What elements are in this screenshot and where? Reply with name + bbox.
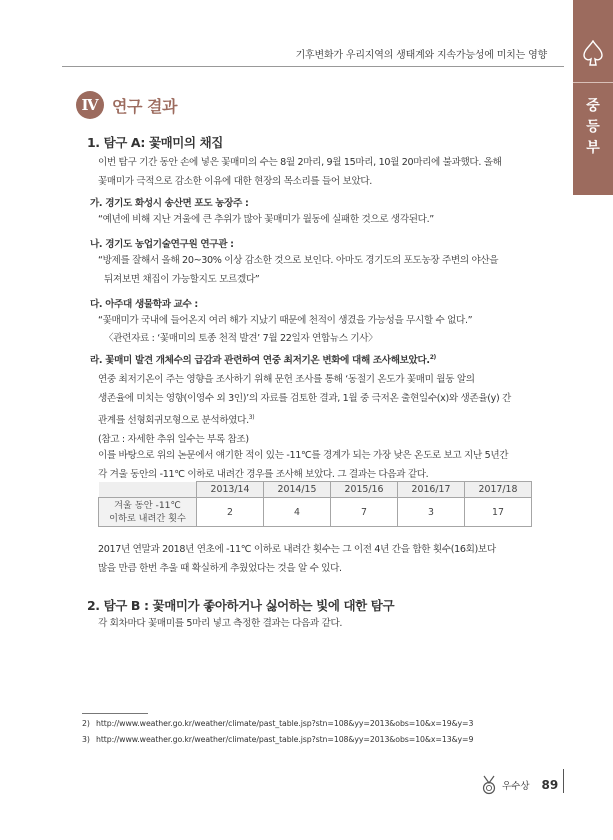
side-tab-char: 중 xyxy=(586,98,600,114)
section-heading xyxy=(76,91,177,119)
row-header-line: 이하로 내려간 횟수 xyxy=(109,513,186,524)
subheading-a: 가. 경기도 화성시 송산면 포도 농장주 : xyxy=(90,198,249,209)
side-tab-divider xyxy=(573,82,613,83)
table-cell: 7 xyxy=(331,498,398,527)
header-rule xyxy=(62,66,564,67)
side-tab-label xyxy=(573,96,613,159)
quote-c: “꽃매미가 국내에 들어온지 여러 해가 지났기 때문에 천적이 생겼을 가능성을 무시할 수 없다.” xyxy=(98,315,473,326)
table-column-header: 2015/16 xyxy=(331,482,398,498)
footnote-number: 3) xyxy=(82,735,90,744)
table-column-header: 2014/15 xyxy=(264,482,331,498)
side-section-tab xyxy=(573,0,613,195)
part1-heading: 1. 탐구 A: 꽃매미의 채집 xyxy=(87,135,223,150)
table-column-header: 2013/14 xyxy=(197,482,264,498)
subheading-b: 나. 경기도 농업기술연구원 연구관 : xyxy=(90,239,234,250)
side-tab-char: 등 xyxy=(586,119,600,135)
related-reference: 〈관련자료 : ‘꽃매미의 토종 천적 발견’ 7월 22일자 연합뉴스 기사〉 xyxy=(104,333,378,344)
table-header-row xyxy=(99,482,532,498)
spade-leaf-icon xyxy=(583,40,603,66)
footer-divider xyxy=(563,769,564,793)
text-line: 이번 탐구 기간 동안 손에 넣은 꽃매미의 수는 8월 2마리, 9월 15마리, 10월 20마리에 불과했다. 올해 xyxy=(98,157,502,168)
table-cell: 17 xyxy=(465,498,532,527)
reference-note: (참고 : 자세한 추위 일수는 부록 참조) xyxy=(98,434,249,446)
footnote xyxy=(82,735,473,744)
table-row xyxy=(99,498,532,527)
table-cell: 4 xyxy=(264,498,331,527)
page-footer xyxy=(480,775,558,795)
part2-intro: 각 회차마다 꽃매미를 5마리 넣고 측정한 결과는 다음과 같다. xyxy=(98,618,343,629)
cold-days-table xyxy=(98,481,532,527)
subheading-c: 다. 아주대 생물학과 교수 : xyxy=(90,299,198,310)
text-line: 연중 최저기온이 주는 영향을 조사하기 위해 문헌 조사를 통해 ‘동절기 온도가 꽃매미 월동 알의 xyxy=(98,374,475,385)
text-line: “방제를 잘해서 올해 20~30% 이상 감소한 것으로 보인다. 아마도 경기도의 포도농장 주변의 야산을 xyxy=(98,255,499,266)
text-line-part: 관계를 선형회귀모형으로 분석하였다. xyxy=(98,415,249,427)
row-header-line: 겨울 동안 -11℃ xyxy=(114,500,181,511)
side-tab-char: 부 xyxy=(586,140,600,156)
table-column-header: 2017/18 xyxy=(465,482,532,498)
paragraph-e xyxy=(98,446,534,484)
section-number-badge: Ⅳ xyxy=(76,91,104,119)
part1-intro xyxy=(98,153,534,191)
running-title: 기후변화가 우리지역의 생태계와 지속가능성에 미치는 영향 xyxy=(295,50,547,61)
footnote-rule xyxy=(82,713,148,714)
text-line: 2017년 연말과 2018년 연초에 -11℃ 이하로 내려간 횟수는 그 이전 4년 간을 합한 횟수(16회)보다 xyxy=(98,544,496,555)
footnote-url: http://www.weather.go.kr/weather/climate/past_table.jsp?stn=108&yy=2013&obs=10&x=19&y=3 xyxy=(96,719,474,728)
text-line: 이를 바탕으로 위의 논문에서 얘기한 적이 있는 -11℃를 경계가 되는 가장 낮은 온도로 보고 지난 5년간 xyxy=(98,450,509,461)
text-line: 생존율에 미치는 영향(이영수 외 3인)’의 자료를 검토한 결과, 1월 중 극저온 출현일수(x)와 생존율(y) 간 xyxy=(98,393,511,404)
conclusion-paragraph xyxy=(98,540,534,578)
table-cell: 3 xyxy=(398,498,465,527)
footnote-ref: 3) xyxy=(248,414,255,421)
subheading-d xyxy=(90,352,436,366)
table-corner-cell xyxy=(99,482,197,498)
footnote-ref: 2) xyxy=(429,353,436,361)
quote-a: “예년에 비해 지난 겨울에 큰 추위가 많아 꽃매미가 월동에 실패한 것으로 생각된다.” xyxy=(98,214,434,225)
text-line xyxy=(98,408,534,430)
text-line: 많을 만큼 한번 추울 때 확실하게 추웠었다는 것을 알 수 있다. xyxy=(98,563,342,574)
quote-b xyxy=(98,251,538,289)
text-line: 각 겨울 동안의 -11℃ 이하로 내려간 경우를 조사해 보았다. 그 결과는 다음과 같다. xyxy=(98,469,429,480)
text-line: 꽃매미가 극적으로 감소한 이유에 대한 현장의 목소리를 들어 보았다. xyxy=(98,176,372,187)
subheading-d-text: 라. 꽃매미 발견 개체수의 급감과 관련하여 연중 최저기온 변화에 대해 조사해보았다. xyxy=(90,355,430,366)
table-cell: 2 xyxy=(197,498,264,527)
table-row-header xyxy=(99,498,197,527)
award-label: 우수상 xyxy=(502,781,530,792)
footnote-number: 2) xyxy=(82,719,90,728)
text-line: 뒤져보면 채집이 가능할지도 모르겠다” xyxy=(104,274,260,285)
page-number: 89 xyxy=(541,778,559,792)
footnote xyxy=(82,719,473,728)
medal-icon xyxy=(480,775,498,795)
paragraph-d xyxy=(98,370,534,449)
footnote-url: http://www.weather.go.kr/weather/climate/past_table.jsp?stn=108&yy=2013&obs=10&x=13&y=9 xyxy=(96,735,474,744)
part2-heading: 2. 탐구 B : 꽃매미가 좋아하거나 싫어하는 빛에 대한 탐구 xyxy=(87,598,395,613)
section-title: 연구 결과 xyxy=(112,96,177,116)
table-column-header: 2016/17 xyxy=(398,482,465,498)
